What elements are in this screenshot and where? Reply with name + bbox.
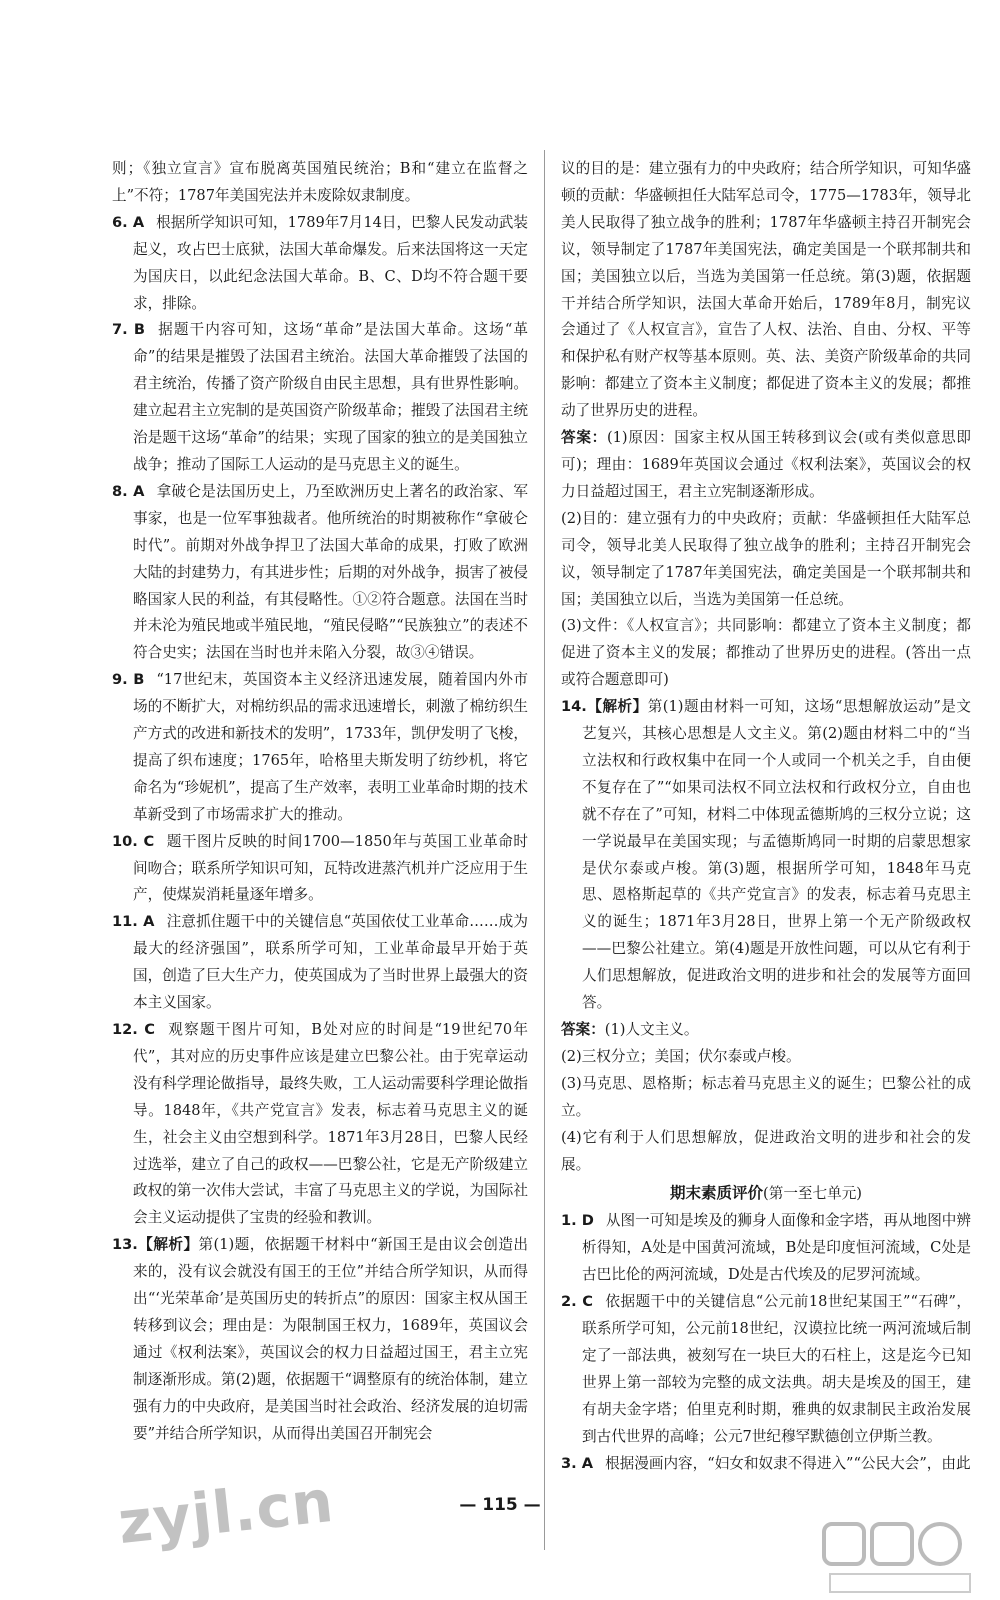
answer-item [561, 1289, 971, 1450]
text-paragraph: (3)文件：《人权宣言》；共同影响：都建立了资本主义制度；都促进了资本主义的发展；都推动了世界历史的进程。(答出一点或符合题意即可) [561, 617, 971, 689]
answer-item [112, 667, 528, 828]
section-title-text: 期末素质评价 [670, 1184, 764, 1203]
answer-text: (1)人文主义。 [604, 1021, 699, 1038]
item-number: 8. [112, 482, 134, 500]
item-number: 3. [561, 1454, 582, 1472]
text-paragraph: (4)它有利于人们思想解放，促进政治文明的进步和社会的发展。 [561, 1128, 971, 1173]
item-choice: A [133, 482, 145, 500]
item-number: 14. [561, 698, 587, 716]
right-column [561, 156, 971, 1477]
answer-block [561, 1017, 971, 1044]
item-number: 13. [112, 1236, 138, 1254]
answer-tag: 答案： [561, 429, 607, 447]
column-divider [544, 150, 545, 1550]
text-paragraph: (3)马克思、恩格斯；标志着马克思主义的诞生；巴黎公社的成立。 [561, 1074, 971, 1119]
analysis-text: 第(1)题，依据题干材料中“新国王是由议会创造出来的，没有议会就没有国王的王位”并结合所学知识，从而得出“‘光荣革命’是英国历史的转折点”的原因：国家主权从国王转移到议会；理由是：为限制国王权力，1689年，英国议会通过《权利法案》，英国议会的权力日益超过国王，君主立宪制逐渐形成。第(2)题，依据题干“调整原有的统治体制，建立强有力的中央政府，是美国当时社会政治、经济发展的迫切需要”并结合所学知识，从而得出美国召开制宪会 [133, 1236, 528, 1442]
item-number: 10. [112, 832, 144, 850]
text-paragraph: 则；《独立宣言》宣布脱离英国殖民统治；B和“建立在监督之上”不符；1787年美国宪法并未废除奴隶制度。 [112, 160, 528, 204]
answer-item [112, 1017, 528, 1232]
item-explanation: 根据漫画内容，“妇女和奴隶不得进入”“公民大会”，由此 [605, 1454, 971, 1472]
item-number: 1. [561, 1212, 582, 1230]
item-choice: A [132, 213, 145, 231]
item-explanation: 题干图片反映的时间1700—1850年与英国工业革命时间吻合；联系所学知识可知，瓦特改进蒸汽机并广泛应用于生产，使煤炭消耗量逐年增多。 [133, 832, 528, 904]
item-choice: C [144, 1021, 155, 1038]
answer-text: (1)原因：国家主权从国王转移到议会(或有类似意思即可)；理由：1689年英国议会通过《权利法案》，英国议会的权力日益超过国王，君主立宪制逐渐形成。 [561, 429, 971, 500]
answer-item [561, 1451, 971, 1478]
watermark-stamp-logo [820, 1518, 980, 1598]
item-number: 12. [112, 1021, 145, 1038]
item-number: 11. [112, 913, 144, 931]
analysis-tag: 【解析】 [586, 698, 648, 716]
section-subtitle: (第一至七单元) [763, 1185, 862, 1203]
answer-tag: 答案： [561, 1021, 605, 1038]
text-paragraph: 议的目的是：建立强有力的中央政府；结合所学知识，可知华盛顿的贡献：华盛顿担任大陆军总司令，1775—1783年，领导北美人民取得了独立战争的胜利；1787年华盛顿主持召开制宪会议，领导制定了1787年美国宪法，确定美国是一个联邦制共和国；美国独立以后，当选为美国第一任总统。第(3)题，依据题干并结合所学知识，法国大革命开始后，1789年8月，制宪议会通过了《人权宣言》，宣告了人权、法治、自由、分权、平等和保护私有财产权等基本原则。英、法、美资产阶级革命的共同影响：都建立了资本主义制度；都促进了资本主义的发展；都推动了世界历史的进程。 [561, 160, 971, 420]
answer-item [112, 909, 528, 1017]
answer-item [112, 479, 528, 667]
item-choice: B [133, 671, 145, 689]
item-choice: C [143, 832, 155, 850]
item-explanation: 拿破仑是法国历史上，乃至欧洲历史上著名的政治家、军事家，也是一位军事独裁者。他所统治的时期被称作“拿破仑时代”。前期对外战争捍卫了法国大革命的成果，打败了欧洲大陆的封建势力，有其进步性；后期的对外战争，损害了被侵略国家人民的利益，有其侵略性。①②符合题意。法国在当时并未沦为殖民地或半殖民地，“殖民侵略”“民族独立”的表述不符合史实；法国在当时也并未陷入分裂，故③④错误。 [133, 482, 528, 662]
item-number: 6. [112, 213, 133, 231]
text-paragraph: (2)三权分立；美国；伏尔泰或卢梭。 [561, 1047, 801, 1065]
item-explanation: 根据所学知识可知，1789年7月14日，巴黎人民发动武装起义，攻占巴士底狱，法国大革命爆发。后来法国将这一天定为国庆日，以此纪念法国大革命。B、C、D均不符合题干要求，排除。 [133, 213, 529, 312]
page-number: — 115 — [459, 1495, 541, 1515]
answer-item [112, 317, 528, 478]
item-explanation: 从图一可知是埃及的狮身人面像和金字塔，再从地图中辨析得知，A处是中国黄河流域，B处是印度恒河流域，C处是古巴比伦的两河流域，D处是古代埃及的尼罗河流域。 [582, 1212, 971, 1284]
item-choice: A [143, 913, 155, 931]
answer-item [112, 829, 528, 910]
watermark-logo: zyjl.cn [115, 1466, 338, 1558]
item-choice: D [581, 1212, 594, 1230]
analysis-item [112, 1232, 528, 1447]
item-explanation: “17世纪末，英国资本主义经济迅速发展，随着国内外市场的不断扩大，对棉纺织品的需求迅速增长，刺激了棉纺织生产方式的改进和新技术的发明”，1733年，凯伊发明了飞梭，提高了织布速度；1765年，哈格里夫斯发明了纺纱机，将它命名为“珍妮机”，提高了生产效率，表明工业革命时期的技术革新受到了市场需求扩大的推动。 [133, 671, 528, 823]
answer-item [112, 210, 528, 318]
analysis-text: 第(1)题由材料一可知，这场“思想解放运动”是文艺复兴，其核心思想是人文主义。第(2)题由材料二中的“当立法权和行政权集中在同一个人或同一个机关之手，自由便不复存在了”“如果司法权不同立法权和行政权分立，自由也就不存在了”可知，材料二中体现孟德斯鸠的三权分立说；这一学说最早在美国实现；与孟德斯鸠同一时期的启蒙思想家是伏尔泰或卢梭。第(3)题，根据所学可知，1848年马克思、恩格斯起草的《共产党宣言》的发表，标志着马克思主义的诞生；1871年3月28日，世界上第一个无产阶级政权——巴黎公社建立。第(4)题是开放性问题，可以从它有利于人们思想解放，促进政治文明的进步和社会的发展等方面回答。 [582, 698, 971, 1012]
answer-block [561, 425, 971, 506]
item-explanation: 观察题干图片可知，B处对应的时间是“19世纪70年代”，其对应的历史事件应该是建立巴黎公社。由于宪章运动没有科学理论做指导，最终失败，工人运动需要科学理论做指导。1848年，《共产党宣言》发表，标志着马克思主义的诞生，社会主义由空想到科学。1871年3月28日，巴黎人民经过选举，建立了自己的政权——巴黎公社，它是无产阶级建立政权的第一次伟大尝试，丰富了马克思主义的学说，为国际社会主义运动提供了宝贵的经验和教训。 [133, 1021, 529, 1227]
analysis-tag: 【解析】 [137, 1236, 199, 1254]
analysis-item [561, 694, 971, 1017]
item-choice: A [581, 1454, 594, 1472]
item-number: 9. [112, 671, 134, 689]
item-number: 7. [112, 321, 134, 339]
item-explanation: 注意抓住题干中的关键信息“英国依仗工业革命……成为最大的经济强国”，联系所学可知，工业革命最早开始于英国，创造了巨大生产力，使英国成为了当时世界上最强大的资本主义国家。 [133, 913, 529, 1012]
item-number: 2. [561, 1293, 583, 1311]
text-paragraph: (2)目的：建立强有力的中央政府；贡献：华盛顿担任大陆军总司令，领导北美人民取得了独立战争的胜利；主持召开制宪会议，领导制定了1787年美国宪法，确定美国是一个联邦制共和国；美国独立以后，当选为美国第一任总统。 [561, 509, 971, 608]
item-explanation: 依据题干中的关键信息“公元前18世纪某国王”“石碑”，联系所学可知，公元前18世纪，汉谟拉比统一两河流域后制定了一部法典，被刻写在一块巨大的石柱上，这是迄今已知世界上第一部较为完整的成文法典。胡夫是埃及的国王，建有胡夫金字塔；伯里克利时期，雅典的奴隶制民主政治发展到古代世界的高峰；公元7世纪穆罕默德创立伊斯兰教。 [582, 1293, 971, 1445]
item-explanation: 据题干内容可知，这场“革命”是法国大革命。这场“革命”的结果是摧毁了法国君主统治。法国大革命摧毁了法国的君主统治，传播了资产阶级自由民主思想，具有世界性影响。建立起君主立宪制的是英国资产阶级革命；摧毁了法国君主统治是题干这场“革命”的结果；实现了国家的独立的是美国独立战争；推动了国际工人运动的是马克思主义的诞生。 [133, 321, 529, 473]
left-column [112, 156, 528, 1448]
item-choice: C [582, 1293, 593, 1311]
answer-item [561, 1208, 971, 1289]
section-title [561, 1180, 971, 1208]
item-choice: B [133, 321, 146, 339]
